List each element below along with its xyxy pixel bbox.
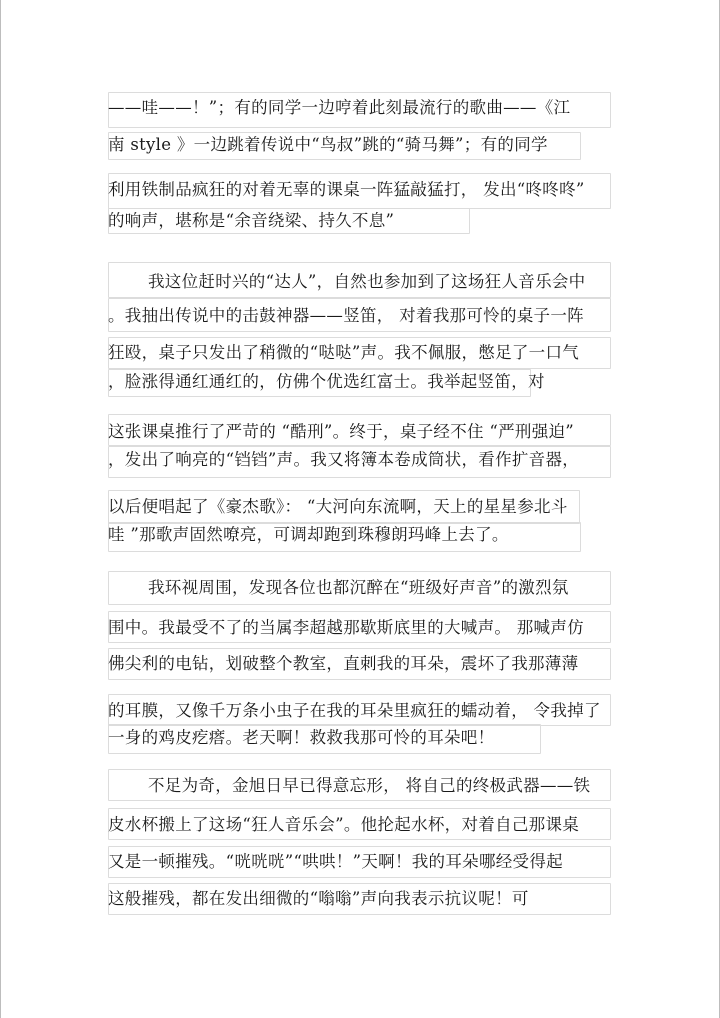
- text-line: 南 style 》一边跳着传说中“鸟叔”跳的“骑马舞”；有的同学: [108, 135, 548, 154]
- text-line: 。我抽出传说中的击鼓神器——竖笛， 对着我那可怜的桌子一阵: [108, 306, 584, 325]
- text-line: 围中。我最受不了的当属李超越那歇斯底里的大喊声。 那喊声仿: [108, 618, 584, 637]
- text-line: 又是一顿摧残。“咣咣咣”“哄哄！”天啊！我的耳朵哪经受得起: [108, 852, 563, 871]
- text-line: ——哇——！”；有的同学一边哼着此刻最流行的歌曲——《江: [108, 98, 571, 117]
- text-line: 我这位赶时兴的“达人”，自然也参加到了这场狂人音乐会中: [148, 272, 586, 291]
- text-line: 不足为奇，金旭日早已得意忘形， 将自己的终极武器——铁: [148, 776, 591, 795]
- text-line: 的响声，堪称是“余音绕梁、持久不息”: [108, 211, 395, 230]
- text-line: ，脸涨得通红通红的，仿佛个优选红富士。我举起竖笛，对: [108, 372, 545, 391]
- text-line: 我环视周围，发现各位也都沉醉在“班级好声音”的激烈氛: [148, 578, 569, 597]
- text-line: 哇 ”那歌声固然嘹亮，可调却跑到珠穆朗玛峰上去了。: [108, 525, 509, 544]
- text-line: 的耳膜，又像千万条小虫子在我的耳朵里疯狂的蠕动着， 令我掉了: [108, 701, 601, 720]
- text-line: 皮水杯搬上了这场“狂人音乐会”。他抡起水杯，对着自己那课桌: [108, 815, 580, 834]
- page-edge-left: [0, 0, 1, 1018]
- text-line: 佛尖利的电钻，划破整个教室，直刺我的耳朵，震坏了我那薄薄: [108, 654, 579, 673]
- text-line: 这般摧残，都在发出细微的“嗡嗡”声向我表示抗议呢！可: [108, 889, 529, 908]
- text-line: 这张课桌推行了严苛的 “酷刑”。终于，桌子经不住 “严刑强迫”: [108, 422, 575, 441]
- text-line: 以后便唱起了《豪杰歌》： “大河向东流啊，天上的星星参北斗: [108, 497, 568, 516]
- text-line: ，发出了响亮的“铛铛”声。我又将簿本卷成筒状，看作扩音器，: [108, 450, 580, 469]
- text-line: 狂殴，桌子只发出了稍微的“哒哒”声。我不佩服，憋足了一口气: [108, 343, 580, 362]
- text-line: 一身的鸡皮疙瘩。老天啊！救救我那可怜的耳朵吧！: [108, 728, 495, 747]
- text-line: 利用铁制品疯狂的对着无辜的课桌一阵猛敲猛打， 发出“咚咚咚”: [108, 180, 585, 199]
